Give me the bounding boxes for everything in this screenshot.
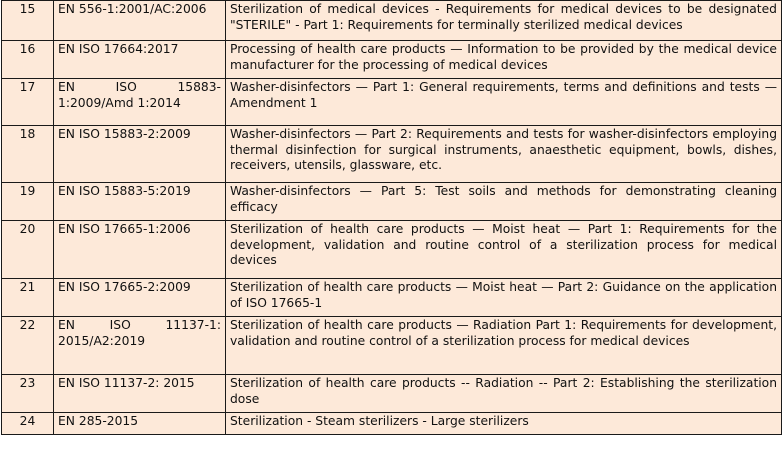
table-row — [2, 413, 782, 435]
standard-code: EN ISO 17664:2017 — [54, 41, 226, 79]
standard-title: Sterilization - Steam sterilizers - Large sterilizers — [226, 413, 782, 435]
standard-code: EN ISO 17665-2:2009 — [54, 279, 226, 317]
standard-code: EN 556-1:2001/AC:2006 — [54, 1, 226, 41]
standard-code: EN ISO 15883-1:2009/Amd 1:2014 — [54, 79, 226, 126]
standard-title: Sterilization of health care products — Moist heat — Part 2: Guidance on the application of ISO 17665-1 — [226, 279, 782, 317]
table-row — [2, 221, 782, 279]
table-row — [2, 279, 782, 317]
standards-table — [1, 0, 782, 435]
table-row — [2, 126, 782, 183]
row-number: 16 — [2, 41, 54, 79]
row-number: 23 — [2, 375, 54, 413]
row-number: 19 — [2, 183, 54, 221]
row-number: 20 — [2, 221, 54, 279]
table-row — [2, 183, 782, 221]
standard-title: Sterilization of health care products -- Radiation -- Part 2: Establishing the sterilization dose — [226, 375, 782, 413]
standard-title: Washer-disinfectors — Part 2: Requirements and tests for washer-disinfectors employing thermal disinfection for surgical instruments, anaesthetic equipment, bowls, dishes, receivers, utensils, glassware, etc. — [226, 126, 782, 183]
standard-title: Washer-disinfectors — Part 1: General requirements, terms and definitions and tests — Amendment 1 — [226, 79, 782, 126]
table-row — [2, 79, 782, 126]
standard-title: Sterilization of medical devices - Requirements for medical devices to be designated "STERILE" - Part 1: Requirements for terminally sterilized medical devices — [226, 1, 782, 41]
standard-code: EN ISO 15883-2:2009 — [54, 126, 226, 183]
row-number: 21 — [2, 279, 54, 317]
row-number: 22 — [2, 317, 54, 375]
standard-code: EN ISO 15883-5:2019 — [54, 183, 226, 221]
standard-code: EN ISO 11137-2: 2015 — [54, 375, 226, 413]
table-row — [2, 41, 782, 79]
standard-title: Sterilization of health care products — Radiation Part 1: Requirements for development, validation and routine control of a sterilization process for medical devices — [226, 317, 782, 375]
row-number: 18 — [2, 126, 54, 183]
table-row — [2, 1, 782, 41]
table-row — [2, 317, 782, 375]
standard-title: Washer-disinfectors — Part 5: Test soils and methods for demonstrating cleaning efficacy — [226, 183, 782, 221]
standard-title: Sterilization of health care products — Moist heat — Part 1: Requirements for the development, validation and routine control of a sterilization process for medical devices — [226, 221, 782, 279]
standard-code: EN ISO 17665-1:2006 — [54, 221, 226, 279]
table-row — [2, 375, 782, 413]
standard-code: EN ISO 11137-1: 2015/A2:2019 — [54, 317, 226, 375]
row-number: 15 — [2, 1, 54, 41]
standard-code: EN 285-2015 — [54, 413, 226, 435]
standard-title: Processing of health care products — Information to be provided by the medical device manufacturer for the processing of medical devices — [226, 41, 782, 79]
row-number: 24 — [2, 413, 54, 435]
row-number: 17 — [2, 79, 54, 126]
